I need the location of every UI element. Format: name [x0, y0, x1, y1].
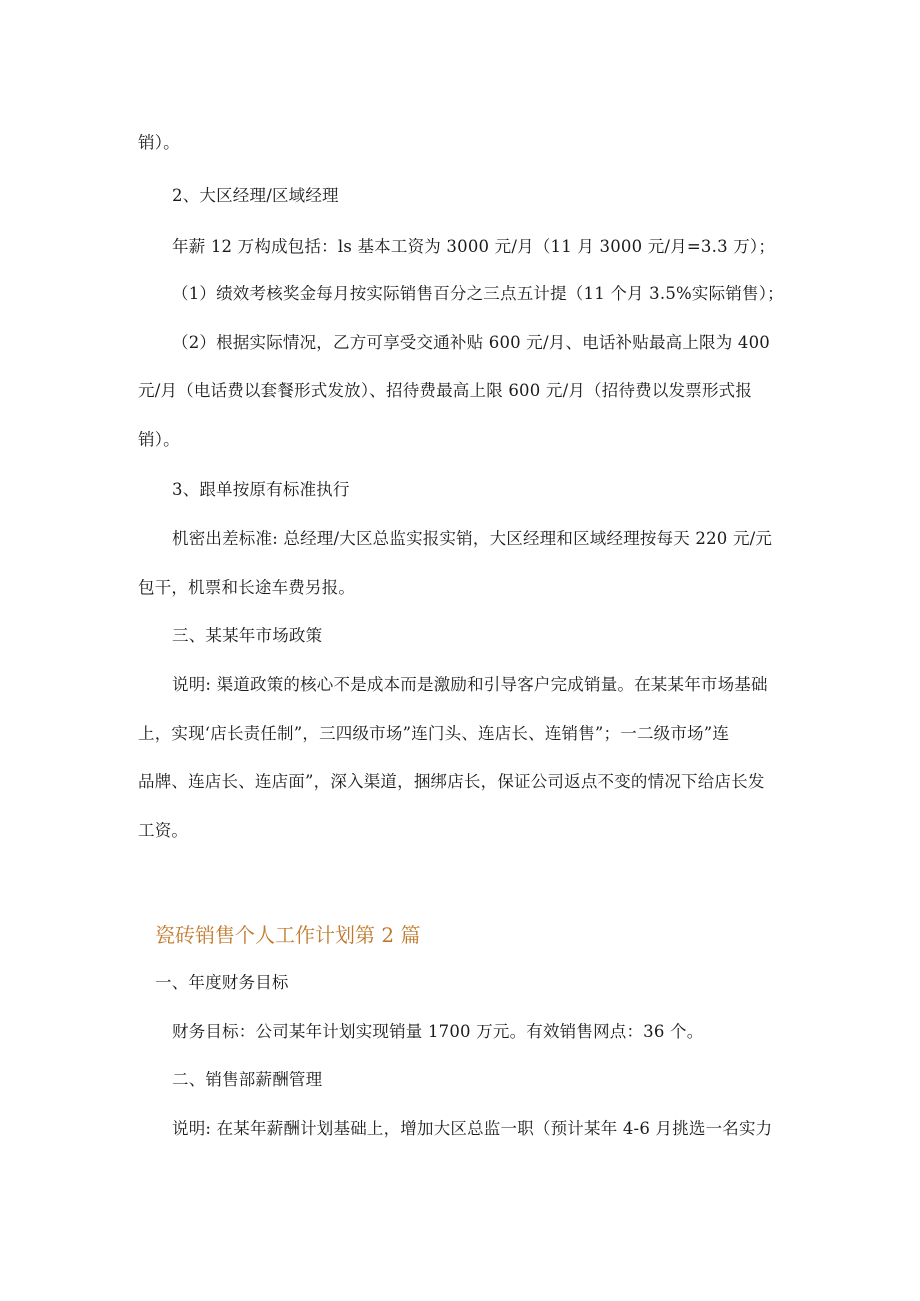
section-heading: 二、销售部薪酬管理: [172, 1070, 323, 1089]
text-line: 财务目标：公司某年计划实现销量 1700 万元。有效销售网点：36 个。: [172, 1022, 704, 1041]
text-line: 销）。: [138, 430, 180, 449]
article-title: 瓷砖销售个人工作计划第 2 篇: [155, 923, 421, 947]
text-line: 品牌、连店长、连店面”，深入渠道，捆绑店长，保证公司返点不变的情况下给店长发: [138, 772, 765, 791]
text-line: 说明: 在某年薪酬计划基础上，增加大区总监一职（预计某年 4-6 月挑选一名实力: [172, 1119, 773, 1138]
text-line: 上，实现‘店长责任制”，三四级市场”连门头、连店长、连销售”；一二级市场”连: [138, 724, 730, 743]
text-line: （2）根据实际情况，乙方可享受交通补贴 600 元/月、电话补贴最高上限为 400: [172, 333, 770, 352]
text-line: 包干，机票和长途车费另报。: [138, 578, 356, 597]
text-line: 机密出差标准: 总经理/大区总监实报实销，大区经理和区域经理按每天 220 元/元: [172, 529, 773, 548]
text-line: 元/月（电话费以套餐形式发放）、招待费最高上限 600 元/月（招待费以发票形式报: [138, 381, 753, 400]
section-heading: 三、某某年市场政策: [172, 626, 323, 645]
section-heading: 一、年度财务目标: [155, 973, 289, 992]
text-line: 2、大区经理/区域经理: [172, 186, 339, 205]
text-line: 销）。: [138, 133, 180, 152]
text-line: 年薪 12 万构成包括：ls 基本工资为 3000 元/月（11 月 3000 元/月=3.3 万）；: [172, 237, 776, 256]
text-line: （1）绩效考核奖金每月按实际销售百分之三点五计提（11 个月 3.5%实际销售）；: [172, 284, 784, 303]
text-line: 3、跟单按原有标准执行: [172, 480, 350, 499]
text-line: 工资。: [138, 821, 189, 840]
text-line: 说明: 渠道政策的核心不是成本而是激励和引导客户完成销量。在某某年市场基础: [172, 675, 768, 694]
